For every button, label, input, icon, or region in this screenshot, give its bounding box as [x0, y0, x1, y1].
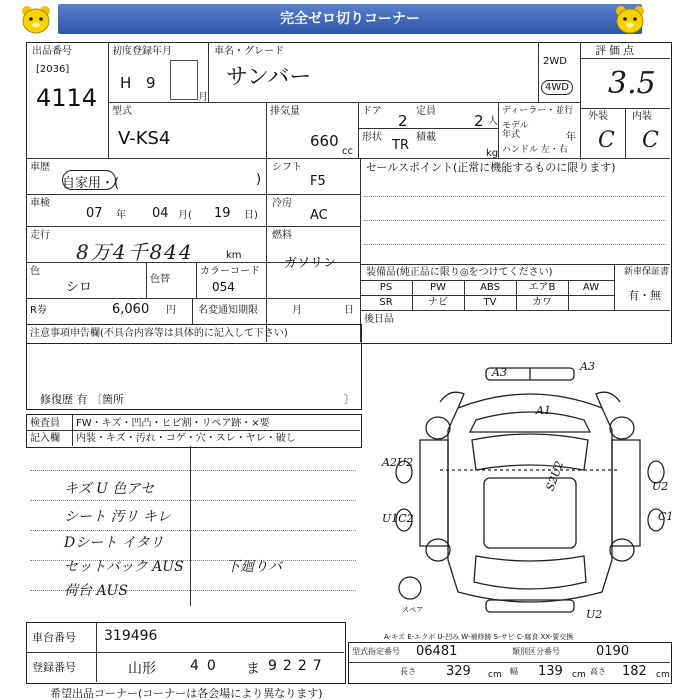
car-body-diagram: [380, 360, 680, 622]
plate-label: 登録番号: [32, 661, 76, 674]
capacity-label: 定員: [416, 106, 436, 117]
notice-label: 名変通知期限: [198, 305, 258, 316]
inspection-label: 車検: [30, 198, 50, 209]
color-label: 色: [30, 266, 40, 277]
inspection-month-unit: 月(: [178, 210, 192, 221]
equipment-label: 装備品(純正品に限り◎をつけてください): [366, 267, 553, 278]
repair-close: 〕: [344, 393, 355, 406]
lot-number: 4114: [36, 84, 98, 112]
class-label: 類別区分番号: [512, 647, 560, 656]
inspector-row2: 内装・キズ・汚れ・コゲ・穴・スレ・ヤレ・破し: [76, 433, 296, 444]
height-value: 182: [622, 664, 647, 679]
displacement-value: 660: [310, 132, 339, 150]
ext-label: 外装: [588, 111, 608, 122]
payload-label: 積載: [416, 132, 436, 143]
capacity-value: 2: [474, 112, 484, 130]
notes-label: 注意事項申告欄(不具合内容等は具体的に記入して下さい): [30, 328, 288, 339]
warranty-label: 新車保証書: [624, 267, 670, 277]
handle-label: ハンドル 左・右: [502, 145, 568, 155]
notice-day-unit: 日: [344, 305, 354, 316]
color-code-label: カラーコード: [200, 266, 260, 277]
ac-label: 冷房: [272, 198, 292, 209]
warranty-value: 有・無: [628, 289, 661, 302]
equip-aw: AW: [582, 282, 600, 293]
first-reg-year: 9: [146, 74, 156, 92]
car-name: サンバー: [226, 65, 312, 90]
recycle-unit: 円: [166, 305, 176, 316]
score-label: 評価点: [595, 44, 637, 57]
recycle-value: 6,060: [112, 302, 150, 317]
page-banner: 完全ゼロ切りコーナー: [58, 4, 642, 34]
mark-u2-right: U2: [652, 480, 669, 493]
color-value: シロ: [66, 280, 93, 295]
drive-4wd: 4WD: [541, 80, 573, 95]
year-unit: 年: [566, 132, 576, 143]
equip-leather: カワ: [532, 297, 552, 308]
plate-kana: ま: [246, 661, 260, 677]
mark-u2-bottom: U2: [586, 608, 603, 621]
fuel-value: ガソリン: [284, 256, 337, 271]
equip-sr: SR: [379, 297, 393, 308]
mark-a1: A1: [536, 404, 551, 417]
payload-unit: kg: [486, 148, 499, 159]
length-label: 長さ: [400, 667, 416, 676]
recycle-label: R券: [30, 305, 47, 316]
color-change-label: 色替: [150, 274, 170, 285]
remark-5: 荷台 AUS: [64, 583, 128, 599]
repair-history: 修復歴 有 〔箇所: [40, 393, 124, 406]
equip-navi: ナビ: [428, 297, 448, 308]
int-label: 内装: [632, 111, 652, 122]
shape-value: TR: [392, 138, 409, 153]
mileage-value: 8万4千844: [76, 240, 194, 264]
plate-num1: 40: [190, 658, 224, 674]
damage-legend: A-キズ E-エクボ U-凹み W-補修跡 S-サビ C-腐食 XX-要交換: [384, 633, 574, 641]
drive-2wd: 2WD: [543, 56, 567, 67]
equip-airbag: エアB: [528, 282, 556, 293]
remark-3: Dシート イタリ: [64, 535, 164, 551]
equip-abs: ABS: [480, 282, 500, 293]
displacement-label: 排気量: [270, 106, 300, 117]
chassis-value: 319496: [104, 628, 158, 644]
width-value: 139: [538, 664, 563, 679]
spare-label: スペア: [402, 606, 423, 614]
lot-sub: [2036]: [36, 64, 70, 75]
mileage-unit: km: [226, 250, 242, 261]
model-label: 型式: [112, 106, 132, 117]
mark-a3-left: A3: [492, 366, 507, 379]
mascot-bear-icon-right: [612, 3, 648, 37]
score-value: 3.5: [608, 66, 656, 101]
remark-1: キズ U 色アセ: [64, 481, 155, 497]
mark-s2u2: S2U2: [543, 459, 567, 493]
inspection-day: 19: [214, 206, 231, 221]
history-value: 自家用・(: [62, 176, 120, 191]
first-reg-era: H: [120, 74, 132, 92]
shift-value: F5: [310, 174, 326, 189]
mileage-label: 走行: [30, 230, 50, 241]
remark-4: セットバック AUS: [64, 559, 184, 575]
postscript-label: 後日品: [364, 314, 394, 325]
mark-a3-right: A3: [580, 360, 595, 373]
width-unit: cm: [572, 670, 586, 680]
cert-label: 型式指定番号: [352, 647, 400, 656]
inspector-label: 検査員: [30, 418, 60, 429]
entry-label: 記入欄: [30, 433, 60, 444]
height-unit: cm: [656, 670, 670, 680]
model-year-label: モデル 年式: [502, 121, 529, 140]
displacement-unit: cc: [342, 146, 353, 157]
plate-num2: 9227: [268, 658, 328, 674]
remark-extra: 下廻りバ: [226, 559, 282, 575]
inspection-year-unit: 年: [116, 210, 126, 221]
inspection-month: 04: [152, 206, 169, 221]
mark-c1: C1: [658, 510, 674, 523]
notice-month-unit: 月: [292, 305, 302, 316]
remark-2: シート 汚リ キレ: [64, 509, 171, 525]
mark-u1c2: U1C2: [382, 512, 414, 525]
capacity-unit: 人: [488, 116, 498, 127]
int-grade: C: [642, 128, 659, 153]
history-label: 車歴: [30, 162, 50, 173]
length-unit: cm: [488, 670, 502, 680]
equip-ps: PS: [379, 282, 393, 293]
length-value: 329: [446, 664, 471, 679]
fuel-label: 燃料: [272, 230, 292, 241]
equip-pw: PW: [430, 282, 446, 293]
doors-label: ドア: [362, 106, 382, 117]
inspection-day-unit: 日): [244, 210, 258, 221]
dealer-label: ディーラー・並行: [502, 106, 574, 116]
mark-a2u2: A2U2: [382, 456, 414, 469]
chassis-label: 車台番号: [32, 631, 76, 644]
cert-value: 06481: [416, 644, 458, 659]
shift-label: シフト: [272, 162, 302, 173]
class-value: 0190: [596, 644, 630, 659]
footer-note: 希望出品コーナー(コーナーは各会場により異なります): [50, 687, 323, 700]
inspection-year: 07: [86, 206, 103, 221]
first-reg-label: 初度登録年月: [112, 46, 172, 57]
ac-value: AC: [310, 208, 328, 223]
width-label: 幅: [510, 667, 518, 676]
equip-tv: TV: [483, 297, 497, 308]
inspector-row1: FW・キズ・凹凸・ヒビ割・リペア跡・×要: [76, 418, 270, 429]
color-code: 054: [212, 280, 235, 294]
ext-grade: C: [598, 128, 615, 153]
shape-label: 形状: [362, 132, 382, 143]
first-reg-month-unit: 月: [198, 92, 208, 103]
sales-point-label: セールスポイント(正常に機能するものに限ります): [366, 161, 616, 174]
model-value: V-KS4: [118, 128, 171, 149]
history-close: ): [256, 172, 262, 187]
car-name-label: 車名・グレード: [214, 46, 284, 57]
doors-value: 2: [398, 112, 408, 130]
height-label: 高さ: [590, 667, 606, 676]
plate-region: 山形: [128, 661, 156, 677]
mascot-bear-icon-left: [18, 3, 54, 37]
lot-label: 出品番号: [32, 46, 72, 57]
